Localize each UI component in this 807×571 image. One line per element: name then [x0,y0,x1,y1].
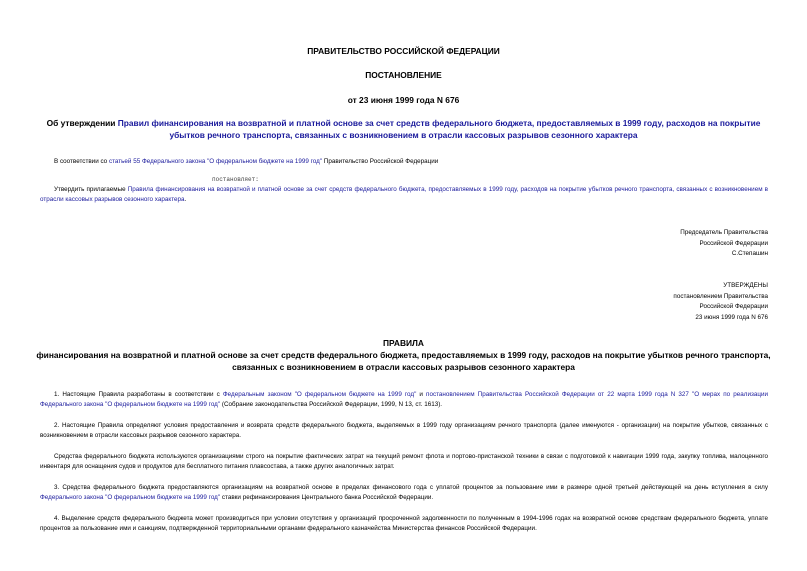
signature-position: Председатель Правительства [680,229,768,236]
approved-by: постановлением Правительства [673,292,768,300]
approve-rules-link[interactable]: Правила финансирования на возвратной и платной основе за счет средств федерального бюджета, предоставляемых в 1999 году, расходов на покрытие убытков речного транспорта, связанных с возникновением в отрасли кассовых разрывов сезонного характера [40,186,769,203]
approve-suffix: . [184,196,187,203]
paragraph-5: 4. Выделение средств федерального бюджета может производиться при условии отсутствия у организаций просроченной задолженности по полученным в 1994-1996 годах на возвратной основе средствам федерального бюджета, уплате процентов за пользование ими и санкциям, подтвержденной территориальными органами федерального казначейства Министерства финансов Российской Федерации. [40,515,768,532]
p1-text-b: и [416,391,427,398]
decree-327-link[interactable]: постановлением Правительства Российской Федерации от 22 марта 1999 года N 327 "О мерах по реализации Федерального закона "О федеральном бюджете на 1999 год" [40,391,768,408]
intro-prefix: В соответствии со [54,158,109,165]
title-rules-link[interactable]: Правил финансирования на возвратной и платной основе за счет средств федерального бюджета, предоставляемых в 1999 году, расходов на покрытие убытков речного транспорта, связанных с возникновением в отрасли кассовых разрывов сезонного характера [117,118,761,140]
approve-prefix: Утвердить прилагаемые [54,186,128,193]
budget-law-link[interactable]: Федеральным законом "О федеральном бюджете на 1999 год" [222,391,417,398]
p4-text-b: ставки рефинансирования Центрального банка Российской Федерации. [220,494,434,501]
paragraph-3: Средства федерального бюджета используются организациями строго на покрытие фактических затрат на текущий ремонт флота и портово-пристанской техники в связи с подготовкой к навигации 1999 года, закупку топлива, малоценного инвентаря для оснащения судов и продуктов для бесплатного питания плавсостава, а также других аналогичных затрат. [40,453,768,470]
signature-name: С.Степашин [731,250,768,257]
p4-text-a: 3. Средства федерального бюджета предоставляются организациям на возвратной основе в пределах финансового года с уплатой процентов за пользование ими в размере одной третьей действующей на день вступления в силу [54,484,768,491]
intro-paragraph [54,157,768,167]
title-prefix: Об утверждении [46,118,118,128]
government-name: ПРАВИТЕЛЬСТВО РОССИЙСКОЙ ФЕДЕРАЦИИ [307,46,500,56]
p1-text-a: 1. Настоящие Правила разработаны в соответствии с [54,391,223,398]
approved-label: УТВЕРЖДЕНЫ [723,282,768,289]
paragraph-2: 2. Настоящие Правила определяют условия предоставления и возврата средств федерального бюджета, выделяемых в 1999 году организациям речного транспорта (далее именуются - организации) на покрытие убытков, связанных с возникновением в отрасли кассовых разрывов сезонного характера. [40,422,768,439]
approve-paragraph [40,185,768,205]
approved-date: 23 июня 1999 года N 676 [695,313,768,321]
paragraph-1 [40,390,768,410]
signature-country: Российской Федерации [699,239,768,247]
document-type: ПОСТАНОВЛЕНИЕ [365,70,442,80]
rules-heading: ПРАВИЛА [383,338,424,348]
rules-subheading: финансирования на возвратной и платной основе за счет средств федерального бюджета, предоставляемых в 1999 году, расходов на покрытие убытков речного транспорта, связанных с возникновением в отрасли кассовых разрывов сезонного характера [36,350,771,372]
document-title [40,117,767,141]
signature-block [680,228,768,260]
approved-block [673,281,768,323]
document-date-number: от 23 июня 1999 года N 676 [347,95,460,105]
law-article-link[interactable]: статьей 55 Федерального закона "О федеральном бюджете на 1999 год" [108,158,323,165]
decree-word: постановляет: [212,176,259,183]
intro-suffix: Правительство Российской Федерации [322,158,439,165]
paragraph-4 [40,483,768,503]
approved-country: Российской Федерации [699,303,768,310]
p1-text-c: (Собрание законодательства Российской Федерации, 1999, N 13, ст. 1613). [220,401,443,408]
budget-law-link-2[interactable]: Федерального закона "О федеральном бюджете на 1999 год" [40,494,221,501]
